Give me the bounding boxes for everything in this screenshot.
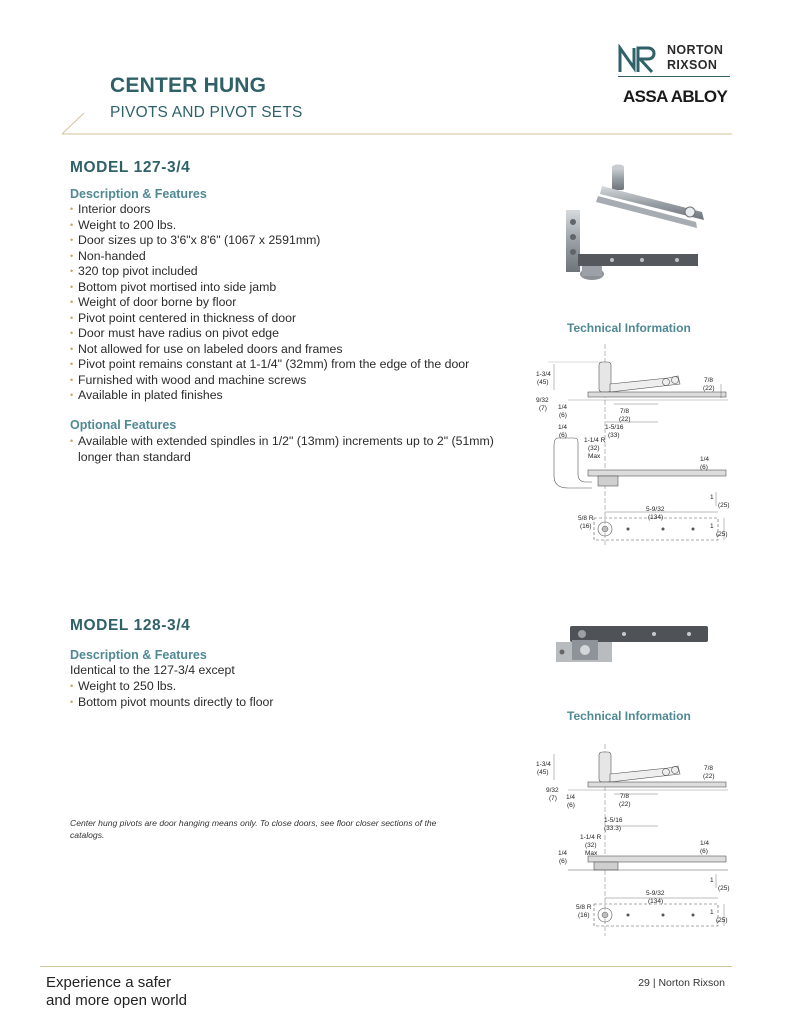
list-item: • Non-handed xyxy=(70,249,520,265)
footnote: Center hung pivots are door hanging means only. To close doors, see floor closer sections of the catalogs. xyxy=(70,818,437,840)
dim-label: Max xyxy=(588,453,601,460)
list-item: • Available with extended spindles in 1/2" (13mm) increments up to 2" (51mm) longer than standard xyxy=(70,434,515,465)
dim-label: 1 xyxy=(710,877,714,884)
model-127-title: MODEL 127-3/4 xyxy=(70,159,191,176)
dim-label: 5/8 R xyxy=(576,904,592,911)
assa-abloy-logo: ASSA ABLOY xyxy=(623,87,728,106)
dim-label: 7/8 xyxy=(704,765,714,772)
footer-slogan xyxy=(46,974,187,1010)
model-127-product-image xyxy=(552,162,712,292)
dim-label: (33.3) xyxy=(604,825,621,832)
dim-label: 1-5/16 xyxy=(604,817,623,824)
list-item: • Door must have radius on pivot edge xyxy=(70,326,520,342)
dim-label: (6) xyxy=(559,858,567,865)
brand-logo xyxy=(618,42,730,108)
dim-label: (22) xyxy=(619,416,631,423)
dim-label: 1/4 xyxy=(700,456,710,463)
model-128-technical-drawing xyxy=(528,742,736,938)
list-item: • Bottom pivot mortised into side jamb xyxy=(70,280,520,296)
dim-label: 1/4 xyxy=(558,424,568,431)
logo-line-rixson: RIXSON xyxy=(667,58,718,72)
dim-label: (7) xyxy=(539,405,547,412)
list-item: • Furnished with wood and machine screws xyxy=(70,373,520,389)
model-127-feature-list xyxy=(70,202,520,404)
model-128-intro: Identical to the 127-3/4 except xyxy=(70,663,235,677)
dim-label: (134) xyxy=(648,514,664,521)
dim-label: 5/8 R xyxy=(578,515,594,522)
dim-label: 1/4 xyxy=(566,794,576,801)
dim-label: (6) xyxy=(700,848,708,855)
page-subtitle: PIVOTS AND PIVOT SETS xyxy=(110,104,303,121)
dim-label: 9/32 xyxy=(536,397,549,404)
footer-slogan-line2: and more open world xyxy=(46,992,187,1009)
dim-label: 1-5/16 xyxy=(605,424,624,431)
model-128-description-heading: Description & Features xyxy=(70,648,207,662)
dim-label: (32) xyxy=(588,445,600,452)
dim-label: Max xyxy=(585,850,598,857)
dim-label: 7/8 xyxy=(620,408,630,415)
dim-label: 9/32 xyxy=(546,787,559,794)
dim-label: (16) xyxy=(578,912,590,919)
dim-label: 1-3/4 xyxy=(536,761,551,768)
list-item: • Available in plated finishes xyxy=(70,388,520,404)
logo-line-norton: NORTON xyxy=(667,43,724,57)
dim-label: 1/4 xyxy=(558,404,568,411)
model-128-product-image xyxy=(554,622,710,666)
list-item: • Pivot point centered in thickness of door xyxy=(70,311,520,327)
dim-label: (33) xyxy=(608,432,620,439)
dim-label: 1/4 xyxy=(558,850,568,857)
model-127-optional-list xyxy=(70,434,515,465)
dim-label: 1 xyxy=(710,494,714,501)
dim-label: (134) xyxy=(648,898,664,905)
footer-slogan-line1: Experience a safer xyxy=(46,974,172,991)
model-128-tech-heading: Technical Information xyxy=(567,709,691,723)
dim-label: 1-1/4 R xyxy=(580,834,602,841)
list-item: • 320 top pivot included xyxy=(70,264,520,280)
model-128-title: MODEL 128-3/4 xyxy=(70,617,191,634)
dim-label: (45) xyxy=(537,769,549,776)
dim-label: (7) xyxy=(549,795,557,802)
dim-label: (6) xyxy=(559,412,567,419)
page-title: CENTER HUNG xyxy=(110,74,267,97)
dim-label: 5-9/32 xyxy=(646,890,665,897)
dim-label: (22) xyxy=(703,385,715,392)
list-item: • Door sizes up to 3'6"x 8'6" (1067 x 2591mm) xyxy=(70,233,520,249)
dim-label: 7/8 xyxy=(620,793,630,800)
model-127-optional-heading: Optional Features xyxy=(70,418,177,432)
list-item: • Weight to 200 lbs. xyxy=(70,218,520,234)
list-item: • Pivot point remains constant at 1-1/4" (32mm) from the edge of the door xyxy=(70,357,520,373)
dim-label: (32) xyxy=(585,842,597,849)
dim-label: (6) xyxy=(559,432,567,439)
dim-label: (22) xyxy=(619,801,631,808)
dim-label: (6) xyxy=(700,464,708,471)
dim-label: 5-9/32 xyxy=(646,506,665,513)
dim-label: 1 xyxy=(710,523,714,530)
model-127-technical-drawing xyxy=(528,342,736,548)
list-item: • Weight to 250 lbs. xyxy=(70,679,470,695)
model-127-tech-heading: Technical Information xyxy=(567,321,691,335)
header-rule xyxy=(60,112,740,138)
list-item: • Not allowed for use on labeled doors and frames xyxy=(70,342,520,358)
logo-divider xyxy=(618,76,730,77)
dim-label: 7/8 xyxy=(704,377,714,384)
dim-label: (25) xyxy=(716,531,728,538)
dim-label: (45) xyxy=(537,379,549,386)
dim-label: (25) xyxy=(718,502,730,509)
model-128-feature-list xyxy=(70,679,470,710)
dim-label: (16) xyxy=(580,523,592,530)
dim-label: (25) xyxy=(718,885,730,892)
dim-label: (6) xyxy=(567,802,575,809)
list-item: • Interior doors xyxy=(70,202,520,218)
page-number: 29 | Norton Rixson xyxy=(638,977,725,989)
dim-label: 1/4 xyxy=(700,840,710,847)
list-item: • Weight of door borne by floor xyxy=(70,295,520,311)
footer-rule xyxy=(40,966,732,967)
norton-rixson-logo-icon xyxy=(618,44,662,74)
dim-label: (22) xyxy=(703,773,715,780)
dim-label: 1 xyxy=(710,909,714,916)
dim-label: 1-1/4 R xyxy=(584,437,606,444)
model-127-description-heading: Description & Features xyxy=(70,187,207,201)
dim-label: 1-3/4 xyxy=(536,371,551,378)
dim-label: (25) xyxy=(716,917,728,924)
list-item: • Bottom pivot mounts directly to floor xyxy=(70,695,470,711)
